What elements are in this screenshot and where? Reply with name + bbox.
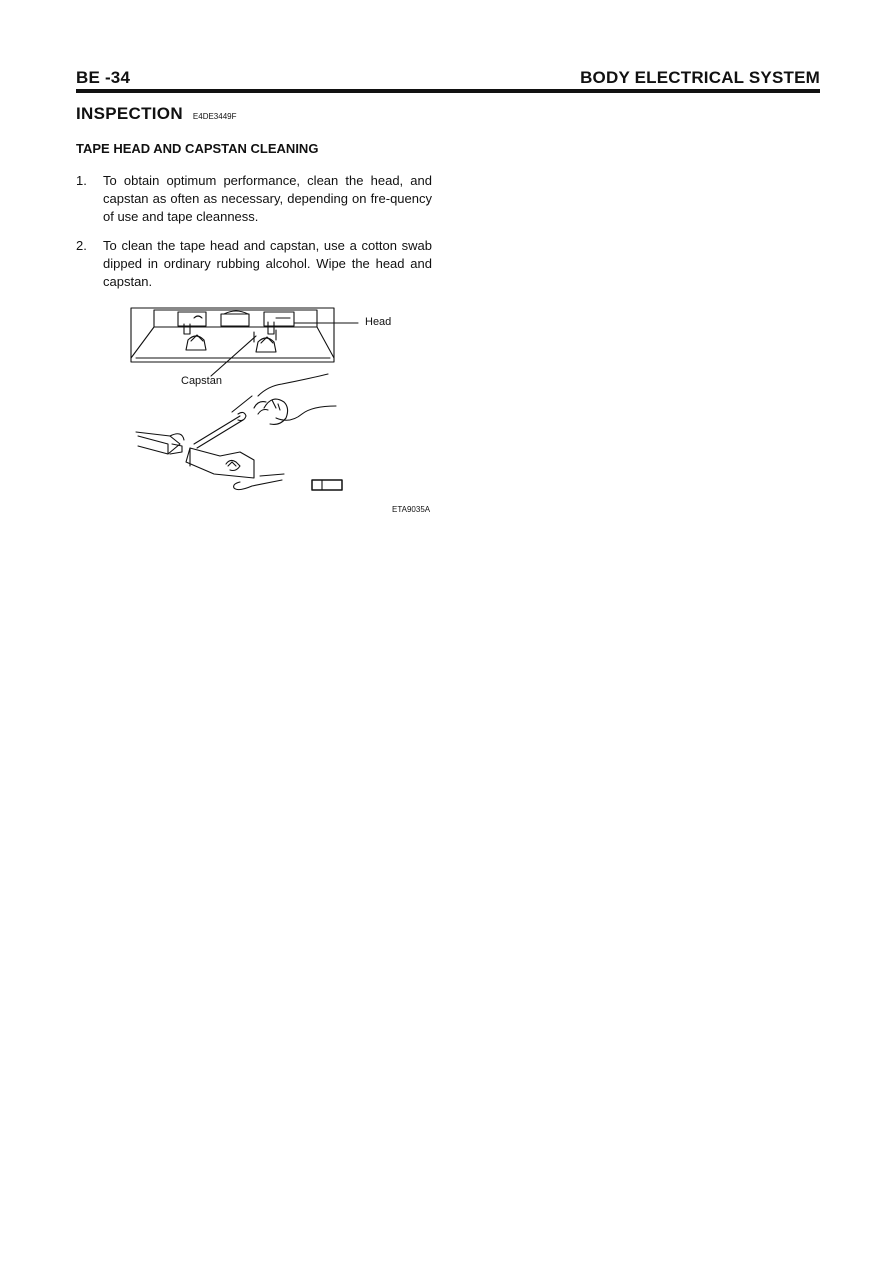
step-number: 2. (76, 238, 87, 253)
subsection-title: TAPE HEAD AND CAPSTAN CLEANING (76, 141, 319, 156)
header-rule (76, 89, 820, 93)
cassette-drawing (136, 432, 342, 490)
list-item (76, 237, 432, 291)
section-title-text: INSPECTION (76, 104, 183, 123)
section-name: BODY ELECTRICAL SYSTEM (580, 68, 820, 87)
cleaning-illustration (126, 296, 446, 526)
tape-deck-drawing (131, 308, 358, 376)
step-text: To obtain optimum performance, clean the head, and capstan as often as necessary, depending on fre-quency of use and tape cleanness. (103, 173, 432, 224)
head-label: Head (365, 316, 392, 328)
step-text: To clean the tape head and capstan, use a cotton swab dipped in ordinary rubbing alcohol. Wipe the head and capstan. (103, 238, 432, 289)
capstan-label: Capstan (181, 375, 222, 387)
figure-code: ETA9035A (392, 505, 431, 514)
section-title (76, 104, 237, 124)
step-number: 1. (76, 173, 87, 188)
page-number: BE -34 (76, 68, 131, 87)
list-item (76, 172, 432, 226)
section-code: E4DE3449F (192, 112, 237, 121)
